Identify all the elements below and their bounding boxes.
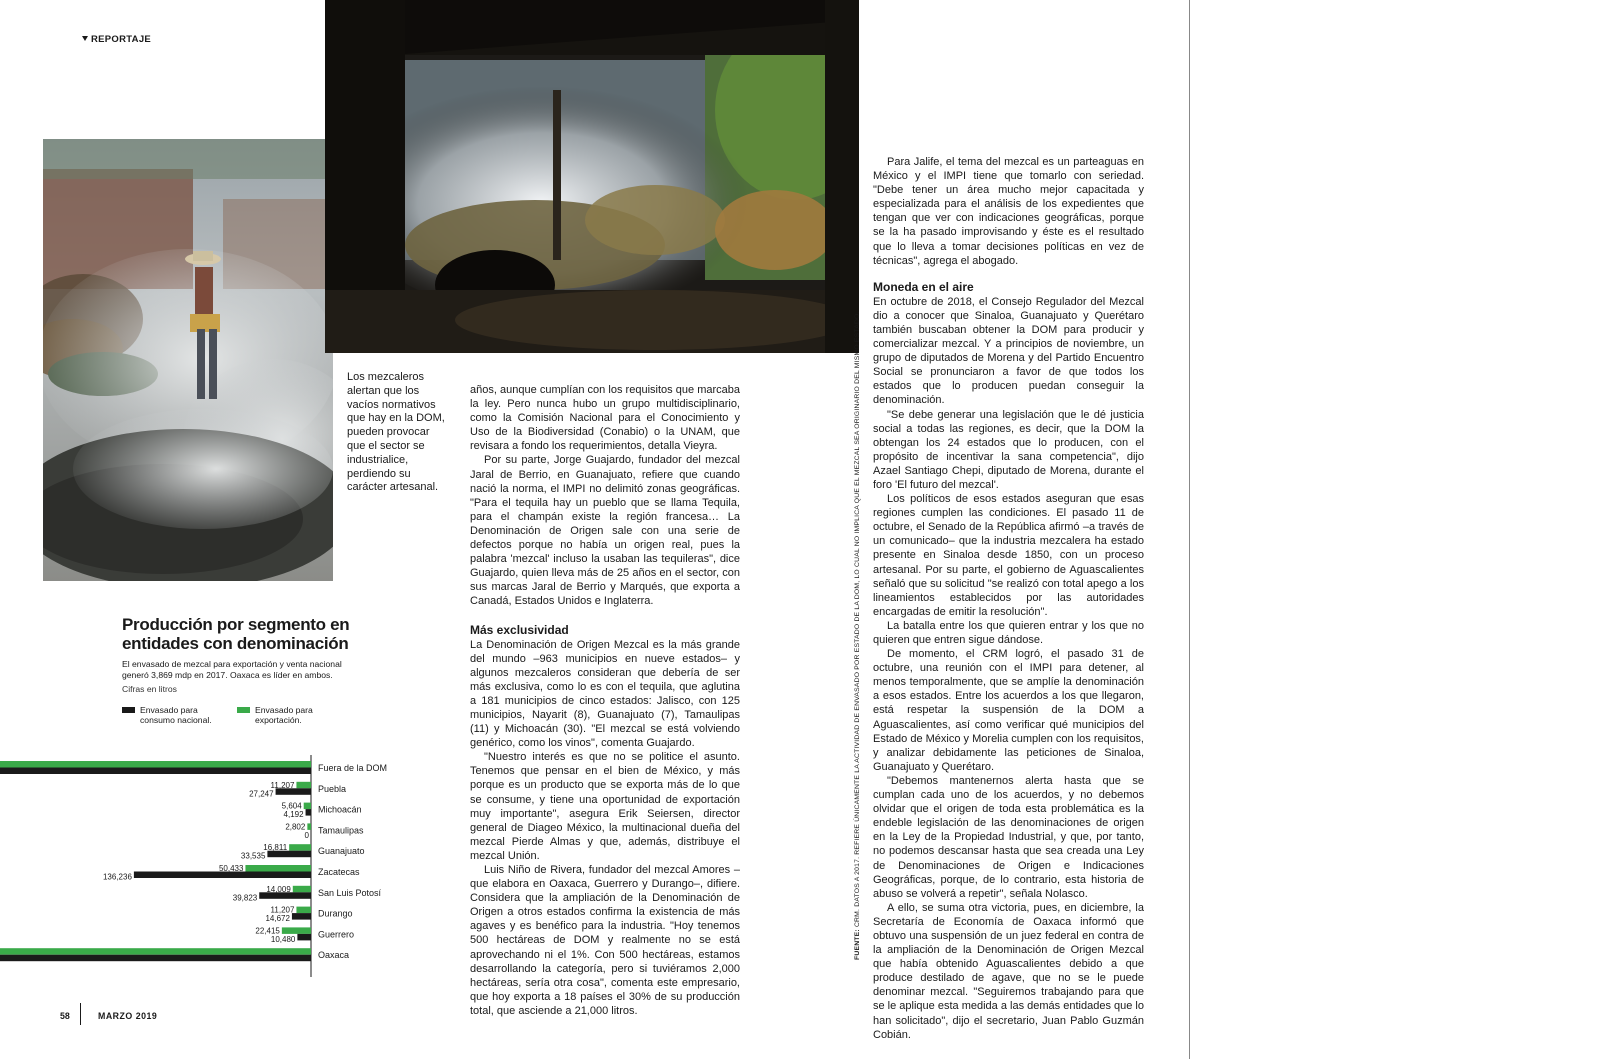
- category-label: Durango: [318, 908, 353, 919]
- legend-swatch-black: [122, 707, 135, 713]
- paragraph: En octubre de 2018, el Consejo Regulador del Mezcal dio a conocer que Sinaloa, Guanajuato y Querétaro también buscaban obtener la DOM para producir y comercializar mezcal. Y a principios de noviembre, un grupo de diputados de Morena y del Partido Encuentro Social se pronunciaron a favor de que todos los estados que lo producen puedan conseguir la denominación.: [873, 295, 1144, 407]
- category-label: Guanajuato: [318, 846, 365, 857]
- data-label-nacional: 39,823: [232, 893, 258, 903]
- chart-title: Producción por segmento en entidades con denominación: [122, 615, 350, 653]
- section-tag: [82, 34, 151, 45]
- bar-exportacion: [307, 823, 311, 830]
- paragraph: "Nuestro interés es que no se politice el asunto. Tenemos que pensar en el bien de México, y más porque es un producto que se exporta más de lo que se consume, y tiene una oportunidad de exportación muy importante", asegura Erik Seiersen, director general de Diageo México, la multinacional dueña del mezcal Pierde Almas y que, además, distribuye el mezcal Unión.: [470, 751, 740, 862]
- bar-exportacion: [296, 782, 311, 789]
- bar-exportacion: [282, 927, 311, 934]
- bar-exportacion: [289, 844, 311, 851]
- photo-caption: Los mezcaleros alertan que los vacíos normativos que hay en la DOM, pueden provocar que el sector se industrialice, perdiendo su carácter artesanal.: [347, 371, 445, 494]
- legend-swatch-green: [237, 707, 250, 713]
- bar-exportacion: [245, 865, 311, 872]
- data-label-exportacion: 2,802: [285, 822, 306, 832]
- paragraph: Para Jalife, el tema del mezcal es un parteaguas en México y el IMPI tiene que tomarlo con seriedad. "Debe tener un área mucho mejor capacitada y especializada para el análisis de los expedientes que tengan que ver con indicaciones geográficas, porque se la ha pasado improvisando y éste es el resultado que lo lleva a tomar decisiones políticas en vez de técnicas", agrega el abogado.: [873, 156, 1144, 267]
- triangle-down-icon: [82, 36, 88, 41]
- article-column-middle: [470, 383, 740, 1018]
- data-label-nacional: 10,480: [270, 934, 296, 944]
- source-note: [853, 311, 867, 960]
- paragraph: "Debemos mantenernos alerta hasta que se cumplan cada uno de los acuerdos, y no debemos olvidar que el origen de toda esta problemática es la endeble legislación de las denominaciones de origen en la Ley de la Propiedad Industrial, y que, por tanto, no podemos descansar hasta que sea creada una Ley de Denominaciones de Origen e Indicaciones Geográficas, porque, de lo contrario, esta historia de abuso se volverá a repetir", señala Nolasco.: [873, 774, 1144, 900]
- category-label: Tamaulipas: [318, 825, 364, 836]
- data-label-exportacion: 11,207: [270, 780, 295, 790]
- bar-nacional: [297, 934, 311, 941]
- bar-nacional: [292, 913, 311, 920]
- category-label: San Luis Potosí: [318, 887, 382, 898]
- paragraph: La Denominación de Origen Mezcal es la más grande del mundo –963 municipios en nueve estados– y algunos mezcaleros consideran que debería de ser más exclusiva, como lo es con el tequila, que aglutina a 181 municipios de cinco estados: Jalisco, con 125 municipios, Nayarit (8), Guanajuato (7), Tamaulipas (11) y Michoacán (30). "El mezcal se está volviendo genérico, como los vinos", comenta Guajardo.: [470, 638, 740, 750]
- subheading: Moneda en el aire: [873, 279, 974, 294]
- bar-exportacion: [293, 886, 311, 893]
- paragraph: A ello, se suma otra victoria, pues, en diciembre, la Secretaría de Economía de Oaxaca informó que obtuvo una suspensión de un juez federal en contra de la ampliación de la Denominación de Origen Mezcal que había obtenido Aguascalientes debido a que produce destilado de agave, que no se le puede denominar mezcal. "Seguiremos trabajando para que se le aplique esta medida a las demás entidades que lo han solicitado", dijo el secretario, Juan Pablo Guzmán Cobián.: [873, 901, 1144, 1041]
- paragraph: De momento, el CRM logró, el pasado 31 de octubre, una reunión con el IMPI para detener, al menos temporalmente, que se amplíe la denominación a esos estados. Entre los acuerdos a los que llegaron, está respetar la suspensión de la DOM a Aguascalientes, así como verificar qué municipios del Estado de México y Morelia cumplen con los requisitos, y analizar debidamente las peticiones de Sinaloa, Guanajuato y Querétaro.: [873, 648, 1144, 773]
- data-label-nacional: 4,192: [283, 810, 304, 820]
- source-label: FUENTE:: [854, 929, 861, 960]
- page-spine: [1189, 0, 1190, 1059]
- category-label: Zacatecas: [318, 867, 360, 877]
- subheading: Más exclusividad: [470, 622, 569, 637]
- footer-divider: [80, 1003, 81, 1025]
- issue-date: MARZO 2019: [98, 1011, 158, 1021]
- article-column-right: [873, 155, 1144, 1042]
- bar-nacional: [0, 955, 311, 962]
- bar-nacional: [306, 809, 311, 816]
- category-label: Fuera de la DOM: [318, 763, 388, 773]
- data-label-nacional: 33,535: [240, 851, 266, 861]
- data-label-exportacion: 16,811: [263, 843, 288, 853]
- data-label-exportacion: 50,433: [218, 864, 244, 873]
- data-label-nacional: 27,247: [249, 789, 274, 799]
- data-label-exportacion: 5,604: [281, 801, 302, 811]
- paragraph: Luis Niño de Rivera, fundador del mezcal Amores –que elabora en Oaxaca, Guerrero y Durango–, difiere. Considera que la ampliación de la Denominación de Origen a otros estados confirma la existencia de más agaves y es benéfico para la industria. "Hoy tenemos 500 hectáreas de DOM y realmente no se está aprovechando ni el 1%. Con 500 hectáreas, estamos desarrollando la categoría, pero si tuviéramos 2,000 hectáreas, sería otra cosa", comenta este empresario, que hoy exporta a 18 países el 30% de su producción total, que asciende a 21,000 litros.: [470, 864, 740, 1017]
- bar-nacional: [0, 768, 311, 775]
- category-label: Guerrero: [318, 929, 355, 940]
- data-label-nacional: 14,672: [265, 914, 290, 924]
- legend-label: Envasado para consumo nacional.: [140, 705, 212, 725]
- paragraph: años, aunque cumplían con los requisitos que marcaba la ley. Pero nunca hubo un grupo multidisciplinario, como la Comisión Nacional para el Conocimiento y Uso de la Biodiversidad (Conabio) o la UNAM, que revisara a fondo los requerimientos, detalla Vieyra.: [470, 384, 740, 453]
- data-label-exportacion: 22,415: [255, 926, 280, 936]
- section-label: REPORTAJE: [91, 34, 152, 45]
- bar-exportacion: [0, 761, 311, 768]
- paragraph: La batalla entre los que quieren entrar y los que no quieren que entren sigue dándose.: [873, 619, 1144, 646]
- data-label-exportacion: 11,207: [270, 905, 295, 915]
- category-label: Oaxaca: [318, 950, 350, 961]
- bar-exportacion: [304, 803, 311, 810]
- photo-mezcal-worker: [43, 139, 333, 581]
- data-label-exportacion: 14,009: [266, 884, 291, 894]
- photo-palenque-shed: [325, 0, 859, 353]
- page-number: 58: [60, 1011, 70, 1021]
- bar-exportacion: [296, 907, 311, 914]
- data-label-nacional: 0: [304, 830, 309, 840]
- chart-subtitle: El envasado de mezcal para exportación y venta nacional generó 3,869 mdp en 2017. Oaxaca es líder en ambos.: [122, 659, 342, 680]
- chart-units: Cifras en litros: [122, 684, 177, 694]
- bar-exportacion: [0, 948, 311, 955]
- legend-label: Envasado para exportación.: [255, 705, 313, 725]
- paragraph: "Se debe generar una legislación que le dé justicia social a todas las regiones, es decir, que la DOM la obtengan los 24 estados que lo producen, con el propósito de incentivar la sana competencia", dijo Azael Santiago Chepi, diputado de Morena, durante el foro 'El futuro del mezcal'.: [873, 408, 1144, 491]
- category-label: Michoacán: [318, 804, 362, 815]
- data-label-nacional: 136,236: [102, 872, 132, 882]
- paragraph: Por su parte, Jorge Guajardo, fundador del mezcal Jaral de Berrio, en Guanajuato, refiere que cuando nació la norma, el IMPI no delimitó zonas geográficas. "Para el tequila hay un pueblo que se llama Tequila, para el champán existe la región francesa… La Denominación de Origen sale con una serie de defectos porque no había un origen real, pues la palabra 'mezcal' incluso la usaban las tequileras", dice Guajardo, quien lleva más de 25 años en el sector, con sus marcas Jaral de Berrio y Marqués, que exporta a Canadá, Estados Unidos e Inglaterra.: [470, 454, 740, 608]
- category-label: Puebla: [318, 783, 347, 794]
- bar-chart: [0, 755, 420, 985]
- source-text: CRM. DATOS A 2017. REFIERE ÚNICAMENTE LA ACTIVIDAD DE ENVASADO POR ESTADO DE LA DOM, LO CUAL NO IMPLICA QUE EL MEZCAL SEA ORIGINARIO DEL MISMO ESTADO.: [854, 311, 861, 928]
- paragraph: Los políticos de esos estados aseguran que esas regiones cumplen las condiciones. El pasado 11 de octubre, el Senado de la República afirmó –a través de un comunicado– que la industria mezcalera ha estado presente en Sinaloa desde 1850, con un proceso artesanal. Por su parte, el gobierno de Aguascalientes señaló que su solicitud "se realizó con total apego a los lineamientos establecidos por las autoridades encargadas de emitir la resolución".: [873, 493, 1144, 618]
